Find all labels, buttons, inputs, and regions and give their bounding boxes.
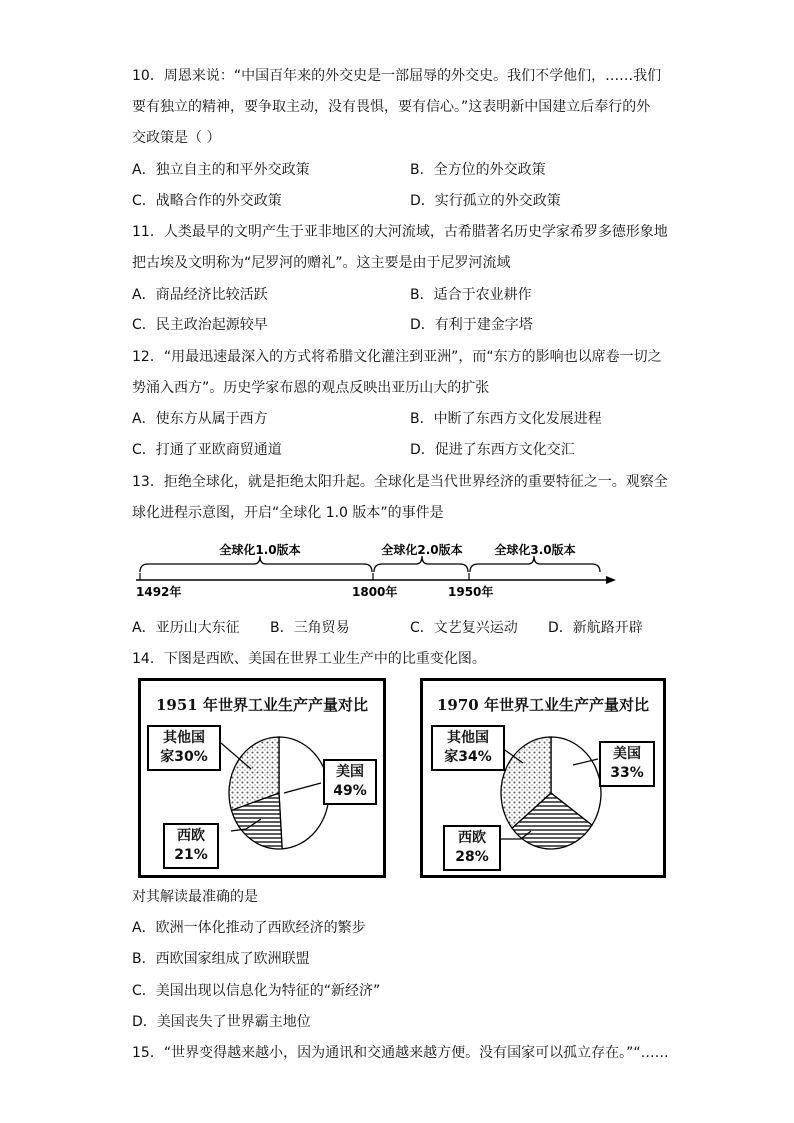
- timeline-arrow: [606, 576, 616, 584]
- q12-option-d[interactable]: D．促进了东西方文化交汇: [410, 442, 575, 458]
- q10-stem-line2: 要有独立的精神，要争取主动，没有畏惧，要有信心。”这表明新中国建立后奉行的外: [132, 99, 651, 115]
- label-other-1970: [431, 725, 505, 771]
- q11-option-d[interactable]: D．有利于建金字塔: [410, 317, 533, 333]
- q12-option-c[interactable]: C．打通了亚欧商贸通道: [132, 442, 282, 458]
- q11-stem-line2: 把古埃及文明称为“尼罗河的赠礼”。这主要是由于尼罗河流域: [132, 255, 511, 271]
- label-other-1951-line1: 其他国: [163, 730, 205, 746]
- year-1950-label: 1950年: [448, 585, 494, 599]
- label-us-1951-line1: 美国: [336, 764, 364, 780]
- label-other-1951-line2: 家30%: [160, 749, 208, 765]
- label-other-1970-line2: 家34%: [444, 749, 492, 765]
- year-1492-label: 1492年: [136, 585, 182, 599]
- brace-3: [470, 556, 600, 572]
- year-1800-label: 1800年: [352, 585, 398, 599]
- q13-option-d[interactable]: D．新航路开辟: [548, 620, 643, 636]
- version-2-label: 全球化2.0版本: [381, 543, 463, 557]
- q12-option-a[interactable]: A．使东方从属于西方: [132, 411, 268, 427]
- q13-option-b[interactable]: B．三角贸易: [270, 620, 350, 636]
- q12-option-b[interactable]: B．中断了东西方文化发展进程: [410, 411, 602, 427]
- brace-1: [140, 556, 372, 572]
- q12-stem-line1: 12．“用最迅速最深入的方式将希腊文化灌注到亚洲”，而“东方的影响也以席卷一切之: [132, 349, 662, 365]
- label-us-1970-line1: 美国: [613, 746, 641, 762]
- chart-1970-title: 1970 年世界工业生产产量对比: [437, 696, 649, 714]
- q12-stem-line2: 势涌入西方”。历史学家布恩的观点反映出亚历山大的扩张: [132, 380, 490, 396]
- pie-chart-1970: [420, 678, 666, 878]
- q14-after-text: 对其解读最准确的是: [132, 889, 258, 905]
- label-we-1970-line1: 西欧: [458, 830, 486, 846]
- label-us-1951-line2: 49%: [333, 783, 367, 799]
- pie-1970-slices: [501, 737, 601, 849]
- q11-option-c[interactable]: C．民主政治起源较早: [132, 317, 268, 333]
- version-1-label: 全球化1.0版本: [219, 543, 301, 557]
- q14-option-d[interactable]: D．美国丧失了世界霸主地位: [132, 1014, 311, 1030]
- label-we-1970: [443, 825, 501, 871]
- label-other-1951: [147, 725, 221, 771]
- brace-2: [374, 556, 468, 572]
- label-us-1970-line2: 33%: [610, 765, 644, 781]
- label-we-1951: [163, 823, 219, 869]
- label-we-1970-line2: 28%: [455, 849, 489, 865]
- chart-1951-title: 1951 年世界工业生产产量对比: [156, 696, 368, 714]
- q15-stem-line1: 15．“世界变得越来越小，因为通讯和交通越来越方便。没有国家可以孤立存在。”“……: [132, 1045, 669, 1061]
- q10-option-b[interactable]: B．全方位的外交政策: [410, 162, 546, 178]
- q13-option-a[interactable]: A．亚历山大东征: [132, 620, 240, 636]
- q13-option-c[interactable]: C．文艺复兴运动: [410, 620, 518, 636]
- q11-option-b[interactable]: B．适合于农业耕作: [410, 287, 532, 303]
- label-us-1951: [323, 759, 377, 805]
- label-other-1970-line1: 其他国: [447, 730, 489, 746]
- q10-option-a[interactable]: A．独立自主的和平外交政策: [132, 162, 310, 178]
- label-us-1970: [599, 741, 655, 787]
- q14-stem: 14．下图是西欧、美国在世界工业生产中的比重变化图。: [132, 651, 486, 667]
- q10-option-c[interactable]: C．战略合作的外交政策: [132, 193, 282, 209]
- version-3-label: 全球化3.0版本: [494, 543, 576, 557]
- pie-1951-slices: [229, 737, 329, 849]
- q10-stem-line1: 10．周恩来说：“中国百年来的外交史是一部屈辱的外交史。我们不学他们，……我们: [132, 68, 662, 84]
- q13-stem-line1: 13．拒绝全球化，就是拒绝太阳升起。全球化是当代世界经济的重要特征之一。观察全: [132, 474, 668, 490]
- pie-chart-1951: [138, 678, 386, 878]
- q10-option-d[interactable]: D．实行孤立的外交政策: [410, 193, 561, 209]
- label-we-1951-line2: 21%: [174, 847, 208, 863]
- globalization-timeline: [130, 540, 620, 602]
- q11-option-a[interactable]: A．商品经济比较活跃: [132, 287, 268, 303]
- q11-stem-line1: 11．人类最早的文明产生于亚非地区的大河流域，古希腊著名历史学家希罗多德形象地: [132, 224, 668, 240]
- q14-option-b[interactable]: B．西欧国家组成了欧洲联盟: [132, 951, 310, 967]
- label-we-1951-line1: 西欧: [177, 828, 205, 844]
- q14-option-c[interactable]: C．美国出现以信息化为特征的“新经济”: [132, 983, 381, 999]
- q10-stem-line3: 交政策是（ ）: [132, 130, 221, 146]
- q13-stem-line2: 球化进程示意图，开启“全球化 1.0 版本”的事件是: [132, 505, 444, 521]
- q14-option-a[interactable]: A．欧洲一体化推动了西欧经济的繁步: [132, 920, 366, 936]
